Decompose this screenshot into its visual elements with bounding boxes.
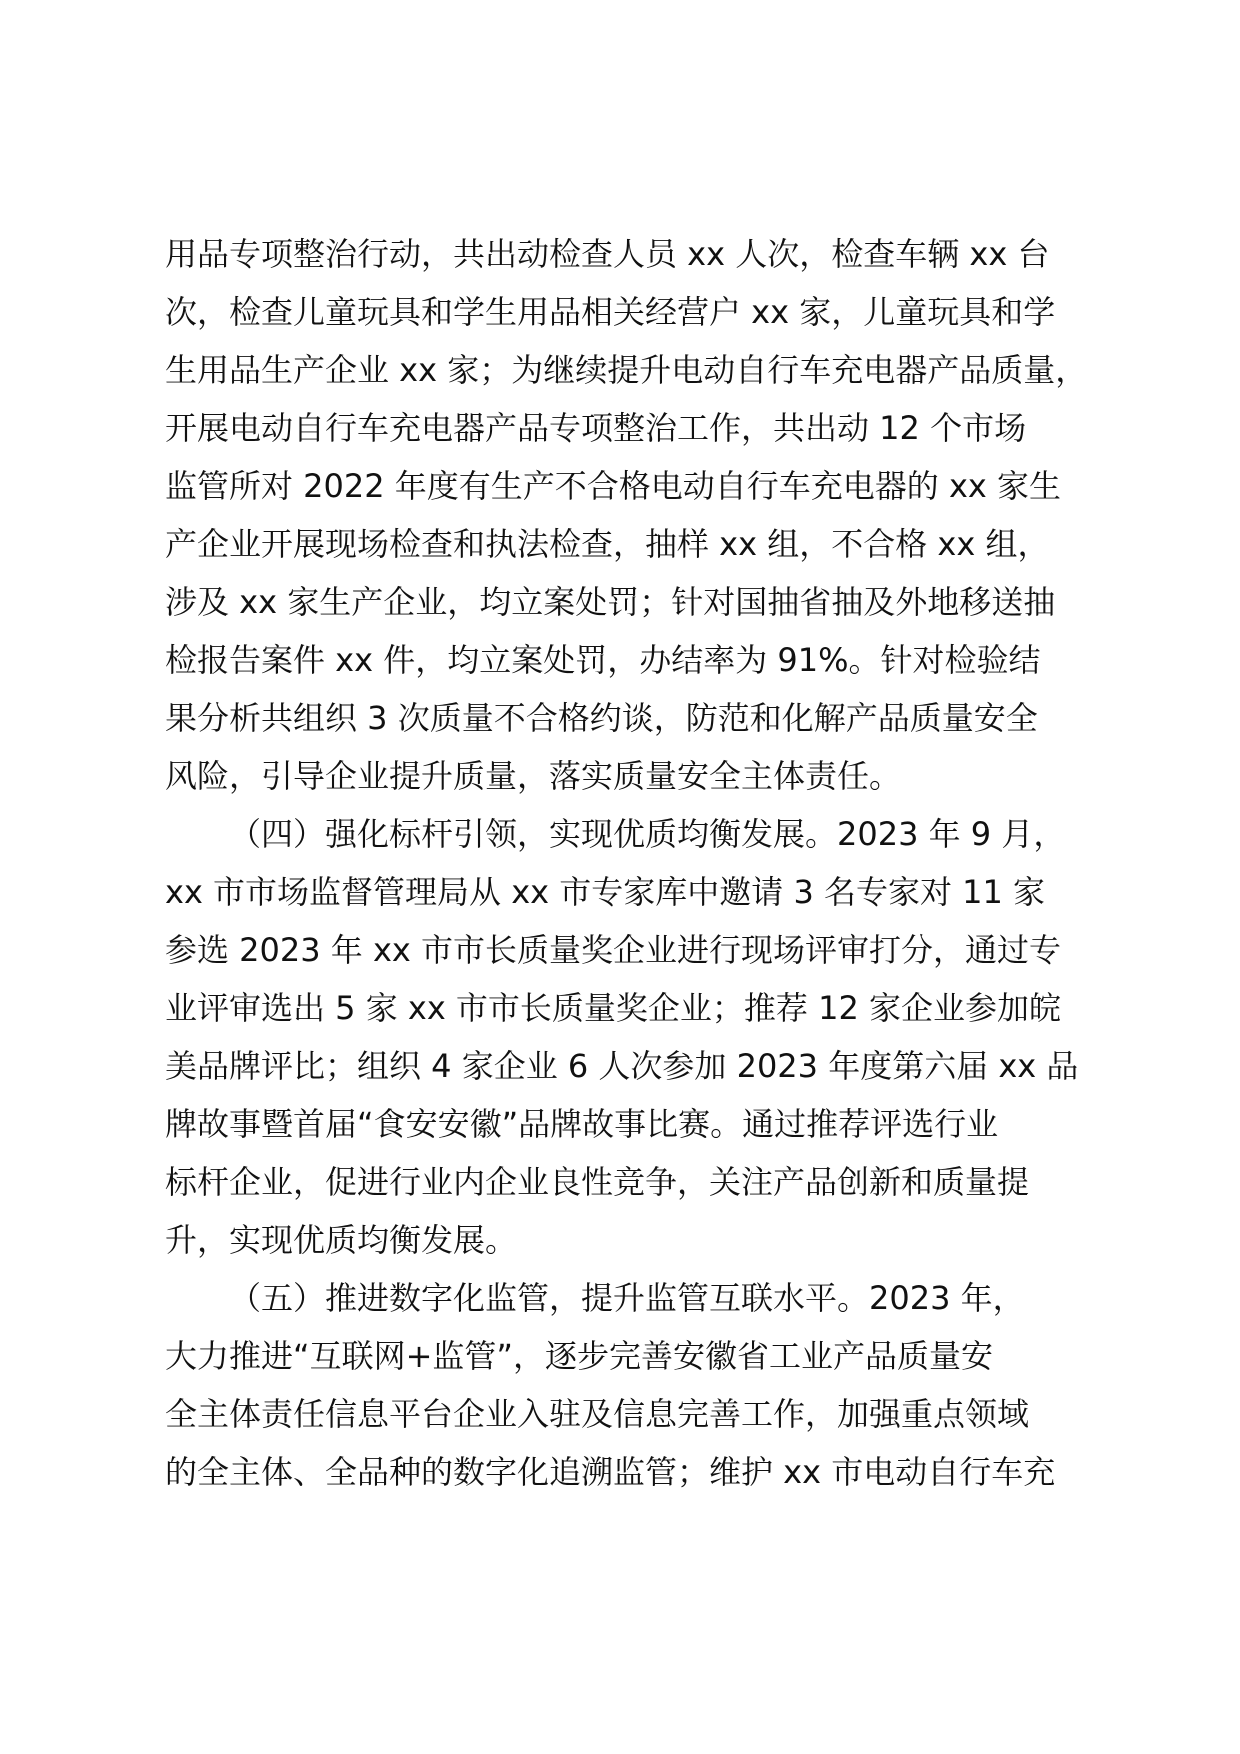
section-heading-four: （四）强化标杆引领，实现优质均衡发展。2023 年 9 月， xyxy=(229,815,1066,853)
text-line: 开展电动自行车充电器产品专项整治工作，共出动 12 个市场 xyxy=(165,409,1027,447)
text-line: 检报告案件 xx 件，均立案处罚，办结率为 91%。针对检验结 xyxy=(165,641,1041,679)
text-line: 美品牌评比；组织 4 家企业 6 人次参加 2023 年度第六届 xx 品 xyxy=(165,1047,1079,1085)
text-line: 全主体责任信息平台企业入驻及信息完善工作，加强重点领域 xyxy=(165,1395,1030,1433)
text-line: 升，实现优质均衡发展。 xyxy=(165,1221,518,1259)
text-line: 次，检查儿童玩具和学生用品相关经营户 xx 家，儿童玩具和学 xyxy=(165,293,1056,331)
text-line: 牌故事暨首届“食安安徽”品牌故事比赛。通过推荐评选行业 xyxy=(165,1105,999,1143)
text-line: 生用品生产企业 xx 家；为继续提升电动自行车充电器产品质量， xyxy=(165,351,1088,389)
text-line: 监管所对 2022 年度有生产不合格电动自行车充电器的 xx 家生 xyxy=(165,467,1062,505)
text-line: 大力推进“互联网+监管”，逐步完善安徽省工业产品质量安 xyxy=(165,1337,993,1375)
section-heading-five: （五）推进数字化监管，提升监管互联水平。2023 年， xyxy=(229,1279,1025,1317)
text-line: 用品专项整治行动，共出动检查人员 xx 人次，检查车辆 xx 台 xyxy=(165,235,1050,273)
text-line: 涉及 xx 家生产企业，均立案处罚；针对国抽省抽及外地移送抽 xyxy=(165,583,1056,621)
text-line: 的全主体、全品种的数字化追溯监管；维护 xx 市电动自行车充 xyxy=(165,1453,1056,1491)
text-line: 风险，引导企业提升质量，落实质量安全主体责任。 xyxy=(165,757,902,795)
text-line: xx 市市场监督管理局从 xx 市专家库中邀请 3 名专家对 11 家 xyxy=(165,873,1046,911)
text-line: 产企业开展现场检查和执法检查，抽样 xx 组，不合格 xx 组， xyxy=(165,525,1050,563)
text-line: 业评审选出 5 家 xx 市市长质量奖企业；推荐 12 家企业参加皖 xyxy=(165,989,1061,1027)
text-line: 果分析共组织 3 次质量不合格约谈，防范和化解产品质量安全 xyxy=(165,699,1038,737)
text-line: 参选 2023 年 xx 市市长质量奖企业进行现场评审打分，通过专 xyxy=(165,931,1062,969)
body-text xyxy=(165,225,1095,1501)
text-line: 标杆企业，促进行业内企业良性竞争，关注产品创新和质量提 xyxy=(165,1163,1030,1201)
